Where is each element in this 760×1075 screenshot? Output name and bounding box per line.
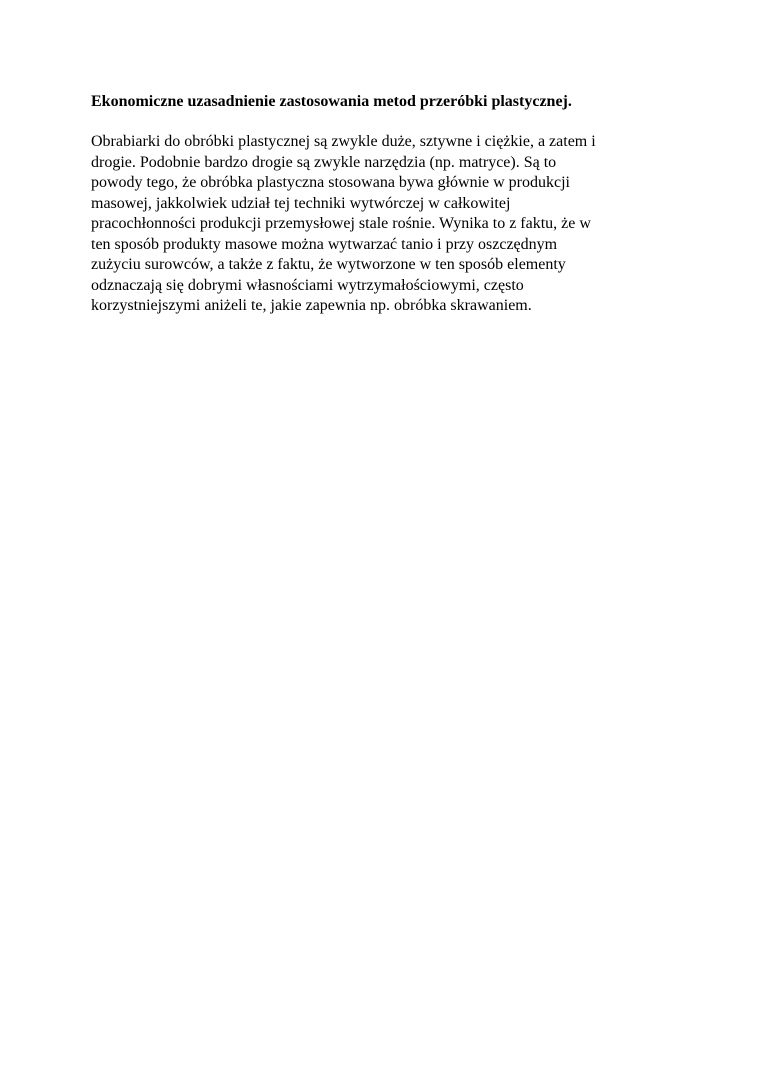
paragraph-line: odznaczają się dobrymi własnościami wytrzymałościowymi, często [91,276,524,294]
document-content [91,92,671,317]
paragraph-line: ten sposób produkty masowe można wytwarzać tanio i przy oszczędnym [91,235,558,253]
paragraph-line: masowej, jakkolwiek udział tej techniki wytwórczej w całkowitej [91,194,511,212]
paragraph-line: pracochłonności produkcji przemysłowej stale rośnie. Wynika to z faktu, że w [91,215,591,232]
paragraph-line: powody tego, że obróbka plastyczna stosowana bywa głównie w produkcji [91,174,570,191]
paragraph-line: korzystniejszymi aniżeli te, jakie zapewnia np. obróbka skrawaniem. [91,297,532,314]
paragraph-line: zużyciu surowców, a także z faktu, że wytworzone w ten sposób elementy [91,256,566,273]
document-paragraph [91,132,671,317]
paragraph-line: Obrabiarki do obróbki plastycznej są zwykle duże, sztywne i ciężkie, a zatem i [91,133,596,150]
document-title: Ekonomiczne uzasadnienie zastosowania metod przeróbki plastycznej. [91,93,572,110]
paragraph-line: drogie. Podobnie bardzo drogie są zwykle narzędzia (np. matryce). Są to [91,153,557,171]
